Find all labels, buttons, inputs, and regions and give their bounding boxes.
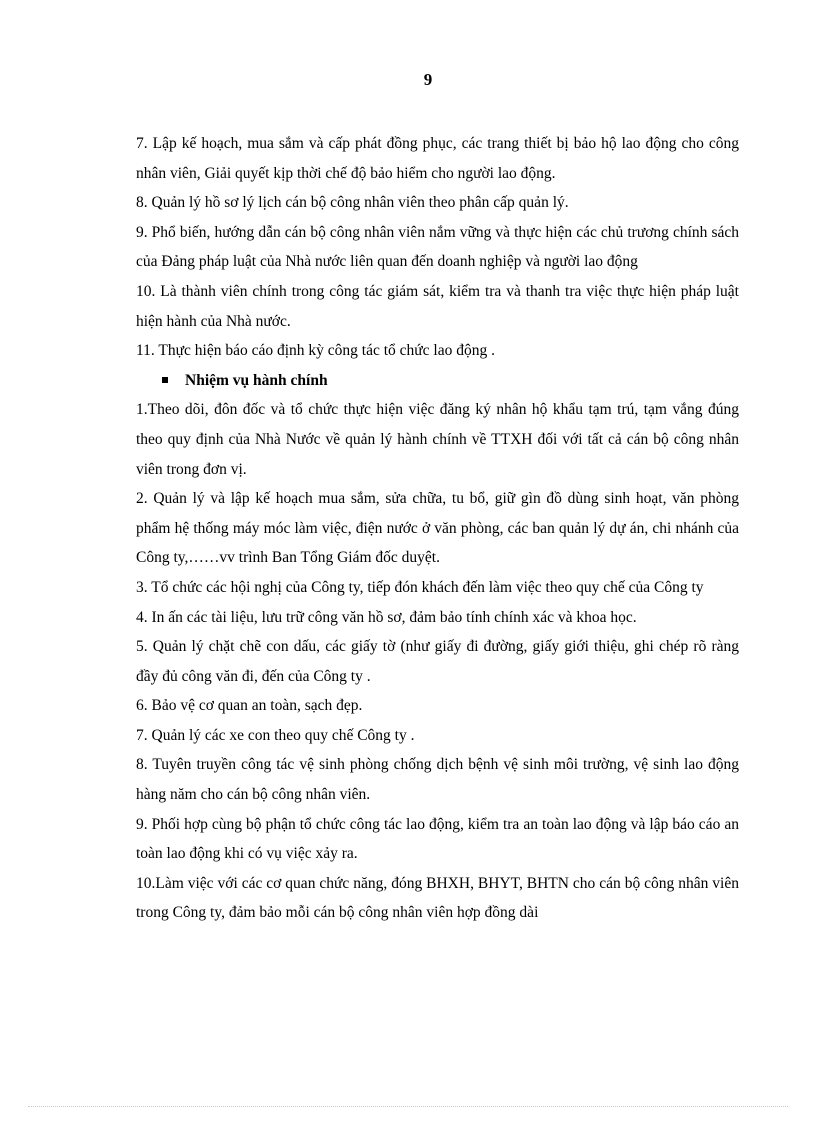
section-heading-label: Nhiệm vụ hành chính — [185, 371, 328, 389]
admin-task-9: 9. Phối hợp cùng bộ phận tổ chức công tác lao động, kiểm tra an toàn lao động và lập báo cáo an toàn lao động khi có vụ việc xảy ra. — [136, 815, 739, 863]
admin-task-2: 2. Quản lý và lập kế hoạch mua sắm, sửa chữa, tu bổ, giữ gìn đồ dùng sinh hoạt, văn phòng phẩm hệ thống máy móc làm việc, điện nước ở văn phòng, các ban quản lý dự án, chi nhánh của Công ty,……vv trình Ban Tổng Giám đốc duyệt. — [136, 490, 739, 567]
page-bottom-divider — [28, 1106, 788, 1107]
paragraph-item-8: 8. Quản lý hồ sơ lý lịch cán bộ công nhân viên theo phân cấp quản lý. — [136, 194, 569, 212]
paragraph-item-7: 7. Lập kế hoạch, mua sắm và cấp phát đồng phục, các trang thiết bị bảo hộ lao động cho công nhân viên, Giải quyết kịp thời chế độ bảo hiểm cho người lao động. — [136, 135, 739, 182]
section-heading — [136, 366, 739, 396]
document-body — [136, 129, 739, 928]
admin-task-7: 7. Quản lý các xe con theo quy chế Công ty . — [136, 726, 415, 744]
admin-task-4: 4. In ấn các tài liệu, lưu trữ công văn hồ sơ, đảm bảo tính chính xác và khoa học. — [136, 608, 637, 626]
paragraph-item-9: 9. Phổ biến, hướng dẫn cán bộ công nhân viên nắm vững và thực hiện các chủ trương chính sách của Đảng pháp luật của Nhà nước liên quan đến doanh nghiệp và người lao động — [136, 223, 739, 271]
square-bullet-icon — [162, 377, 168, 383]
page-number: 9 — [423, 70, 433, 89]
admin-task-1: 1.Theo dõi, đôn đốc và tổ chức thực hiện việc đăng ký nhân hộ khẩu tạm trú, tạm vắng đúng theo quy định của Nhà Nước về quản lý hành chính về TTXH đối với tất cả cán bộ công nhân viên trong đơn vị. — [136, 401, 739, 478]
admin-task-10: 10.Làm việc với các cơ quan chức năng, đóng BHXH, BHYT, BHTN cho cán bộ công nhân viên trong Công ty, đảm bảo mỗi cán bộ công nhân viên hợp đồng dài — [136, 874, 739, 922]
admin-task-5: 5. Quản lý chặt chẽ con dấu, các giấy tờ (như giấy đi đường, giấy giới thiệu, ghi chép rõ ràng đầy đủ công văn đi, đến của Công ty . — [136, 638, 739, 685]
admin-task-8: 8. Tuyên truyền công tác vệ sinh phòng chống dịch bệnh vệ sinh môi trường, vệ sinh lao động hàng năm cho cán bộ công nhân viên. — [136, 756, 739, 804]
admin-task-6: 6. Bảo vệ cơ quan an toàn, sạch đẹp. — [136, 697, 363, 715]
paragraph-item-10: 10. Là thành viên chính trong công tác giám sát, kiểm tra và thanh tra việc thực hiện pháp luật hiện hành của Nhà nước. — [136, 282, 739, 330]
paragraph-item-11: 11. Thực hiện báo cáo định kỳ công tác tổ chức lao động . — [136, 342, 495, 360]
admin-task-3: 3. Tổ chức các hội nghị của Công ty, tiếp đón khách đến làm việc theo quy chế của Công ty — [136, 578, 704, 596]
